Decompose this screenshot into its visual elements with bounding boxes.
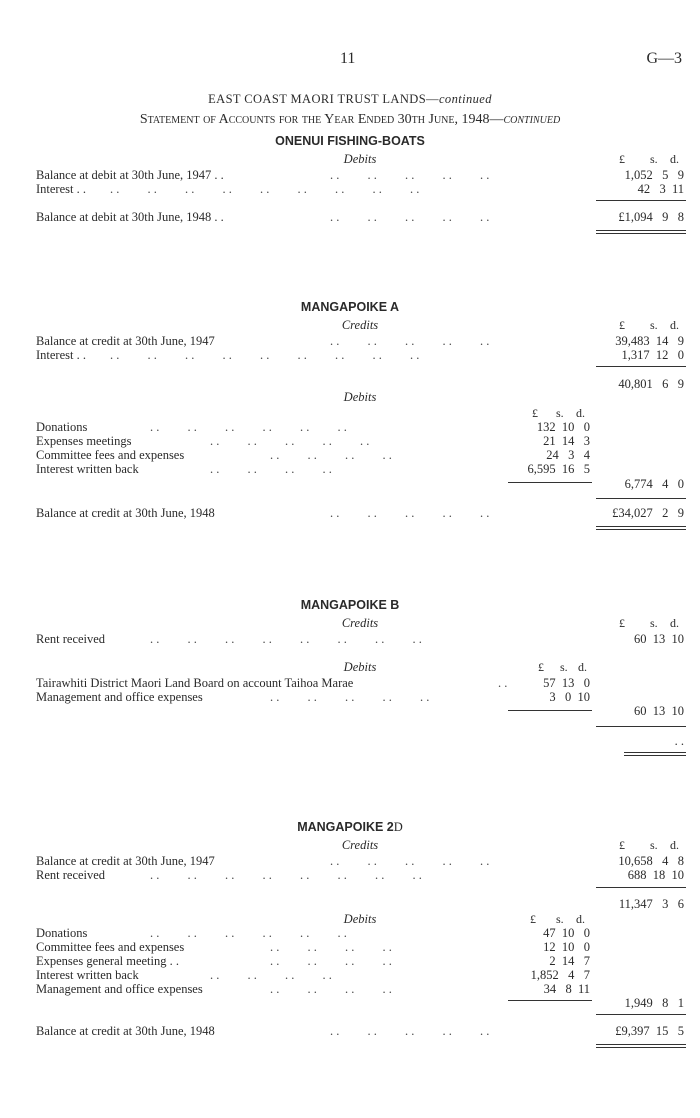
balance-label: Balance at credit at 30th June, 1948 [36, 506, 215, 520]
total-double-rule [596, 526, 686, 530]
currency-pence: d. [670, 318, 679, 332]
currency-pence: d. [576, 912, 585, 926]
mangapoike-b-debits-label: Debits [343, 660, 377, 674]
debit-row-amount: 1,852 4 7 [530, 968, 590, 982]
onenui-row-amount: 1,052 5 9 [624, 168, 684, 182]
debit-row-label: Interest written back [36, 462, 139, 476]
currency-pounds: £ [538, 660, 544, 674]
currency-pounds: £ [530, 912, 536, 926]
debit-row-amount: 47 10 0 [543, 926, 590, 940]
sum-rule [508, 710, 592, 711]
mangapoike-2d-credits-label: Credits [341, 838, 379, 852]
onenui-row-label: Interest . . [36, 182, 86, 196]
sum-rule [508, 482, 592, 483]
leader-dots: . . [498, 676, 508, 690]
onenui-row-amount: 42 3 11 [637, 182, 684, 196]
currency-shillings: s. [560, 660, 568, 674]
debit-row-amount: 132 10 0 [536, 420, 590, 434]
currency-pence: d. [576, 406, 585, 420]
leader-dots: . . . . . . . . . . . . . . . . [150, 632, 422, 646]
section-title-mangapoike-2d [0, 820, 700, 835]
credit-total-amount: 40,801 6 9 [618, 377, 684, 391]
leader-dots: . . . . . . . . [270, 448, 392, 462]
leader-dots: . . . . . . . . [210, 462, 332, 476]
debit-row-label: Expenses meetings [36, 434, 132, 448]
currency-pence: d. [578, 660, 587, 674]
title-main: MANGAPOIKE 2 [297, 820, 394, 834]
leader-dots: . . . . . . . . [270, 940, 392, 954]
debit-total-amount: 1,949 8 1 [624, 996, 684, 1010]
debit-row-amount: 3 0 10 [549, 690, 590, 704]
currency-shillings: s. [650, 152, 658, 166]
leader-dots: . . . . . . . . . . . . [150, 420, 347, 434]
debit-row-label: Donations [36, 926, 88, 940]
credit-row-label: Rent received [36, 632, 106, 646]
debit-row-amount: 2 14 7 [549, 954, 590, 968]
leader-dots: . . . . . . . . . . . . . . . . [150, 868, 422, 882]
onenui-total-amount: £1,094 9 8 [618, 210, 684, 224]
balance-amount: . . [674, 734, 684, 748]
debit-row-amount: 12 10 0 [543, 940, 590, 954]
page-reference: G—3 [646, 50, 682, 67]
debit-total-amount: 60 13 10 [634, 704, 684, 718]
credit-row-amount: 10,658 4 8 [618, 854, 684, 868]
currency-shillings: s. [650, 838, 658, 852]
leader-dots: . . . . . . . . . . [330, 854, 490, 868]
debit-row-label: Management and office expenses [36, 690, 203, 704]
sum-rule [596, 887, 686, 888]
credit-row-label: Balance at credit at 30th June, 1947 [36, 334, 215, 348]
mangapoike-2d-debits-label: Debits [343, 912, 377, 926]
balance-amount: £34,027 2 9 [612, 506, 684, 520]
debit-row-label: Tairawhiti District Maori Land Board on account Taihoa Marae [36, 676, 354, 690]
balance-label: Balance at credit at 30th June, 1948 [36, 1024, 215, 1038]
leader-dots: . . . . . . . . . . [330, 210, 490, 224]
leader-dots: . . . . . . . . . . . . [150, 926, 347, 940]
sum-rule [596, 498, 686, 499]
title-suffix: D [393, 820, 403, 834]
currency-pounds: £ [619, 838, 625, 852]
total-double-rule [596, 1044, 686, 1048]
debit-total-amount: 6,774 4 0 [624, 477, 684, 491]
debit-row-label: Committee fees and expenses [36, 940, 185, 954]
debit-row-label: Donations [36, 420, 88, 434]
sum-rule [596, 200, 686, 201]
balance-amount: £9,397 15 5 [615, 1024, 684, 1038]
mangapoike-a-credits-label: Credits [341, 318, 379, 332]
debit-row-label: Expenses general meeting . . [36, 954, 180, 968]
leader-dots: . . . . . . . . . . . . . . . . . . [110, 182, 420, 196]
credit-row-amount: 1,317 12 0 [621, 348, 684, 362]
currency-pounds: £ [619, 152, 625, 166]
total-double-rule [596, 230, 686, 234]
currency-pounds: £ [532, 406, 538, 420]
statement-heading [0, 112, 700, 128]
debit-row-label: Committee fees and expenses [36, 448, 185, 462]
document-heading [0, 92, 700, 107]
section-title-mangapoike-a: MANGAPOIKE A [300, 300, 400, 314]
leader-dots: . . . . . . . . [210, 968, 332, 982]
currency-pounds: £ [619, 318, 625, 332]
page-number: 11 [340, 50, 356, 67]
currency-pence: d. [670, 838, 679, 852]
credit-row-amount: 60 13 10 [634, 632, 684, 646]
credit-total-amount: 11,347 3 6 [618, 897, 684, 911]
statement-main: Statement of Accounts for the Year Ended 30th June, 1948— [139, 112, 504, 127]
debit-row-amount: 21 14 3 [543, 434, 590, 448]
total-double-rule [624, 752, 686, 756]
sum-rule [596, 1014, 686, 1015]
currency-pence: d. [670, 616, 679, 630]
debit-row-label: Interest written back [36, 968, 139, 982]
mangapoike-a-debits-label: Debits [343, 390, 377, 404]
leader-dots: . . . . . . . . . . [330, 168, 490, 182]
leader-dots: . . . . . . . . . . [330, 334, 490, 348]
currency-shillings: s. [650, 616, 658, 630]
credit-row-amount: 39,483 14 9 [615, 334, 684, 348]
leader-dots: . . . . . . . . [270, 954, 392, 968]
sum-rule [596, 726, 686, 727]
currency-pence: d. [670, 152, 679, 166]
sum-rule [508, 1000, 592, 1001]
leader-dots: . . . . . . . . . . [330, 1024, 490, 1038]
debit-row-amount: 6,595 16 5 [527, 462, 590, 476]
leader-dots: . . . . . . . . [270, 982, 392, 996]
mangapoike-b-credits-label: Credits [341, 616, 379, 630]
leader-dots: . . . . . . . . . . [330, 506, 490, 520]
section-title-onenui: ONENUI FISHING-BOATS [275, 134, 425, 148]
debit-row-amount: 34 8 11 [543, 982, 590, 996]
debit-row-amount: 24 3 4 [546, 448, 590, 462]
debit-row-amount: 57 13 0 [543, 676, 590, 690]
section-title-mangapoike-b: MANGAPOIKE B [300, 598, 400, 612]
heading-continued: continued [438, 92, 492, 106]
onenui-debits-label: Debits [343, 152, 377, 166]
leader-dots: . . . . . . . . . . . . . . . . . . [110, 348, 420, 362]
currency-shillings: s. [556, 406, 564, 420]
currency-shillings: s. [650, 318, 658, 332]
debit-row-label: Management and office expenses [36, 982, 203, 996]
credit-row-label: Balance at credit at 30th June, 1947 [36, 854, 215, 868]
credit-row-label: Rent received [36, 868, 106, 882]
sum-rule [596, 366, 686, 367]
leader-dots: . . . . . . . . . . [210, 434, 370, 448]
heading-main: EAST COAST MAORI TRUST LANDS— [208, 92, 439, 106]
statement-continued: continued [503, 112, 561, 127]
leader-dots: . . . . . . . . . . [270, 690, 430, 704]
onenui-total-label: Balance at debit at 30th June, 1948 . . [36, 210, 224, 224]
currency-pounds: £ [619, 616, 625, 630]
credit-row-amount: 688 18 10 [627, 868, 684, 882]
credit-row-label: Interest . . [36, 348, 86, 362]
currency-shillings: s. [556, 912, 564, 926]
onenui-row-label: Balance at debit at 30th June, 1947 . . [36, 168, 224, 182]
